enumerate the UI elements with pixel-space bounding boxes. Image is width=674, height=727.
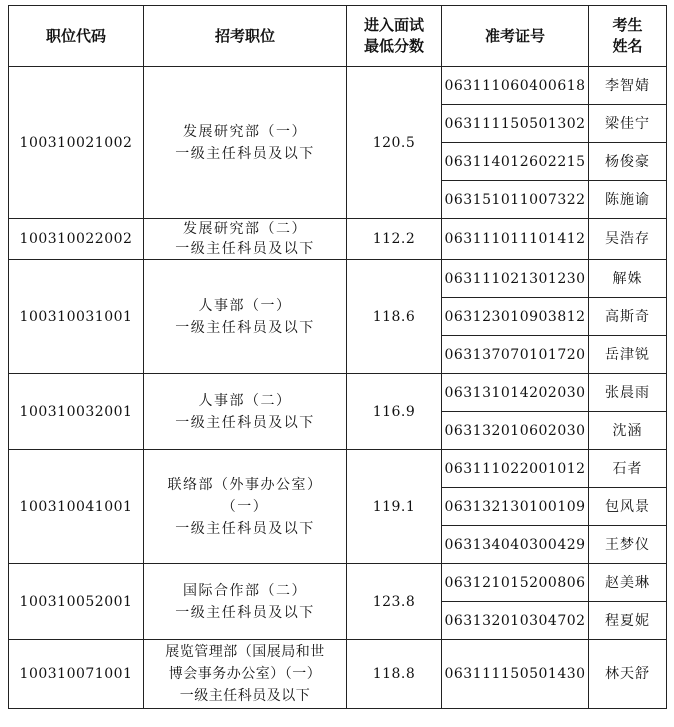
position-name-cell [144,450,347,564]
header-score-line1: 进入面试 [363,16,424,34]
min-score-cell: 112.2 [347,219,442,260]
min-score-cell: 120.5 [347,67,442,219]
header-row [9,6,667,67]
position-code-cell: 100310021002 [9,67,144,219]
position-name-line: 一级主任科员及以下 [175,414,315,431]
header-ticket: 准考证号 [442,6,589,67]
interview-score-table [8,5,667,709]
candidate-name-cell: 梁佳宁 [589,105,667,143]
position-name-line: 国际合作部（二） [183,582,307,599]
ticket-number-cell: 063123010903812 [442,298,589,336]
ticket-number-cell: 063114012602215 [442,143,589,181]
table-row [9,564,667,602]
header-name-line2: 姓名 [612,37,643,55]
position-name-line: 人事部（二） [198,392,292,409]
position-name-line: 发展研究部（二） [183,221,307,237]
candidate-name-cell: 张晨雨 [589,374,667,412]
header-score [347,6,442,67]
ticket-number-cell: 063111150501302 [442,105,589,143]
position-name-line: 联络部（外事办公室） [167,476,323,493]
min-score-cell: 118.6 [347,260,442,374]
position-name-cell [144,67,347,219]
candidate-name-cell: 石者 [589,450,667,488]
ticket-number-cell: 063111150501430 [442,640,589,709]
table-row [9,67,667,105]
candidate-name-cell: 王梦仪 [589,526,667,564]
ticket-number-cell: 063132010304702 [442,602,589,640]
ticket-number-cell: 063132130100109 [442,488,589,526]
position-name-cell [144,564,347,640]
position-name-cell [144,374,347,450]
candidate-name-cell: 杨俊豪 [589,143,667,181]
header-position: 招考职位 [144,6,347,67]
position-code-cell: 100310071001 [9,640,144,709]
table-row [9,260,667,298]
header-name-line1: 考生 [612,16,643,34]
header-name [589,6,667,67]
candidate-name-cell: 解姝 [589,260,667,298]
position-name-line: 一级主任科员及以下 [175,319,315,336]
min-score-cell: 119.1 [347,450,442,564]
position-code-cell: 100310052001 [9,564,144,640]
ticket-number-cell: 063134040300429 [442,526,589,564]
position-name-line: 发展研究部（一） [183,123,307,140]
position-name-line: （一） [221,498,269,515]
ticket-number-cell: 063121015200806 [442,564,589,602]
position-name-line: 人事部（一） [198,297,292,314]
table-row [9,374,667,412]
position-name-line: 一级主任科员及以下 [175,520,315,537]
ticket-number-cell: 063137070101720 [442,336,589,374]
ticket-number-cell: 063132010602030 [442,412,589,450]
candidate-name-cell: 高斯奇 [589,298,667,336]
header-code: 职位代码 [9,6,144,67]
table-row [9,219,667,260]
table-row [9,640,667,709]
position-code-cell: 100310032001 [9,374,144,450]
position-name-line: 一级主任科员及以下 [179,688,311,704]
position-name-line: 博会事务办公室）（一） [168,666,322,682]
position-name-line: 一级主任科员及以下 [175,241,315,257]
ticket-number-cell: 063111021301230 [442,260,589,298]
ticket-number-cell: 063151011007322 [442,181,589,219]
candidate-name-cell: 陈施谕 [589,181,667,219]
candidate-name-cell: 林天舒 [589,640,667,709]
min-score-cell: 118.8 [347,640,442,709]
table-row [9,450,667,488]
position-name-line: 一级主任科员及以下 [175,604,315,621]
position-name-line: 展览管理部（国展局和世 [165,644,325,660]
position-name-cell [144,219,347,260]
candidate-name-cell: 岳津锐 [589,336,667,374]
position-name-cell [144,640,347,709]
position-code-cell: 100310041001 [9,450,144,564]
position-name-line: 一级主任科员及以下 [175,145,315,162]
candidate-name-cell: 赵美琳 [589,564,667,602]
ticket-number-cell: 063111060400618 [442,67,589,105]
position-name-cell [144,260,347,374]
candidate-name-cell: 李智婧 [589,67,667,105]
position-code-cell: 100310022002 [9,219,144,260]
min-score-cell: 123.8 [347,564,442,640]
candidate-name-cell: 吴浩存 [589,219,667,260]
candidate-name-cell: 沈涵 [589,412,667,450]
candidate-name-cell: 程夏妮 [589,602,667,640]
ticket-number-cell: 063131014202030 [442,374,589,412]
ticket-number-cell: 063111011101412 [442,219,589,260]
candidate-name-cell: 包风景 [589,488,667,526]
header-score-line2: 最低分数 [363,37,424,55]
position-code-cell: 100310031001 [9,260,144,374]
min-score-cell: 116.9 [347,374,442,450]
ticket-number-cell: 063111022001012 [442,450,589,488]
